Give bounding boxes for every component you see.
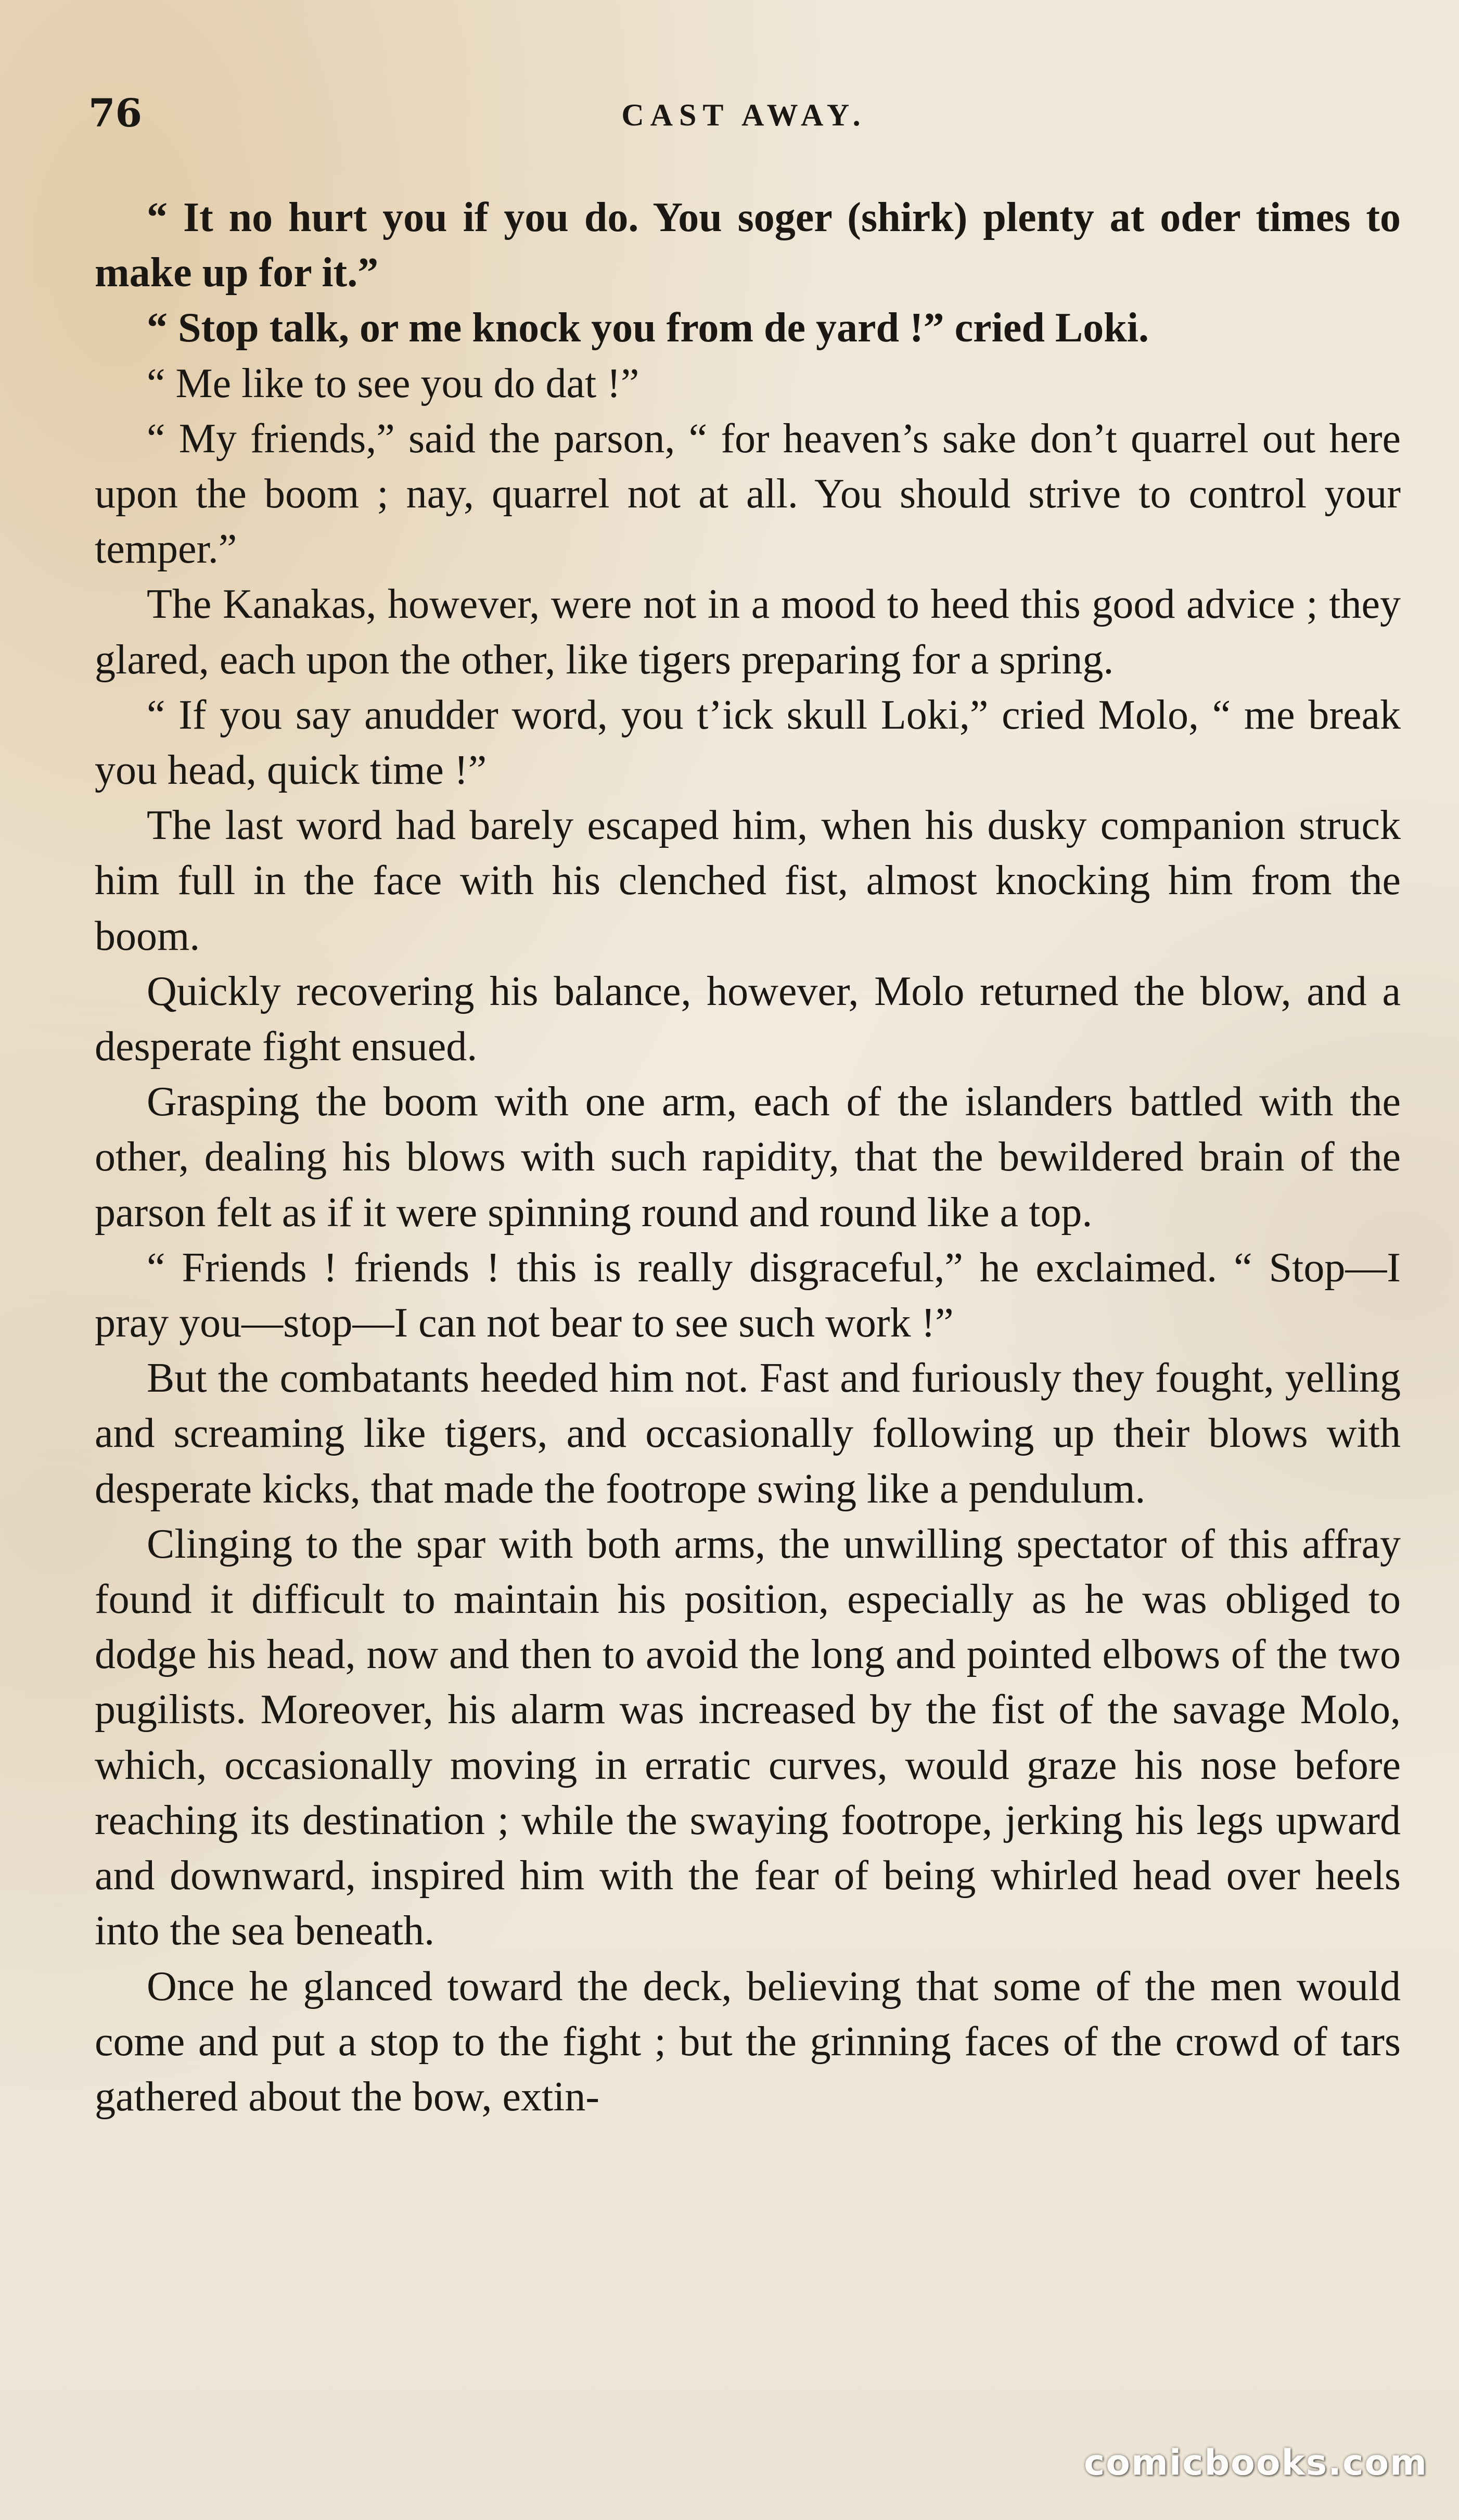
- paragraph: The Kanakas, however, were not in a mood to heed this good advice ; they glared, each upon the other, like tigers preparing for a spring.: [95, 581, 1401, 683]
- paragraph: But the combatants heeded him not. Fast and furiously they fought, yelling and screaming like tigers, and occasionally following up their blows with desperate kicks, that made the footrope swing like a pendulum.: [95, 1355, 1401, 1512]
- paragraph: “ It no hurt you if you do. You soger (shirk) plenty at oder times to make up for it.”: [95, 195, 1401, 296]
- paragraph: Grasping the boom with one arm, each of the islanders battled with the other, dealing his blows with such rapidity, that the bewildered brain of the parson felt as if it were spinning round and round like a top.: [95, 1079, 1401, 1236]
- paragraph: “ Friends ! friends ! this is really disgraceful,” he exclaimed. “ Stop—I pray you—stop—I can not bear to see such work !”: [95, 1244, 1401, 1346]
- running-title: CAST AWAY.: [621, 98, 867, 132]
- paragraph: “ Me like to see you do dat !”: [147, 360, 639, 406]
- paragraph: Quickly recovering his balance, however, Molo returned the blow, and a desperate fight ensued.: [95, 968, 1401, 1070]
- paragraph: “ Stop talk, or me knock you from de yard !” cried Loki.: [147, 305, 1149, 351]
- page-number: 76: [88, 91, 142, 136]
- paragraph: The last word had barely escaped him, when his dusky companion struck him full in the face with his clenched fist, almost knocking him from the boom.: [95, 803, 1401, 959]
- paragraph: Once he glanced toward the deck, believing that some of the men would come and put a stop to the fight ; but the grinning faces of the crowd of tars gathered about the bow, extin-: [95, 1963, 1401, 2120]
- watermark: comicbooks.com: [1083, 2442, 1428, 2484]
- paragraph: “ My friends,” said the parson, “ for heaven’s sake don’t quarrel out here upon the boom ; nay, quarrel not at all. You should strive to control your temper.”: [95, 415, 1401, 572]
- text-body: [95, 190, 1401, 2124]
- paragraph: Clinging to the spar with both arms, the unwilling spectator of this affray found it difficult to maintain his position, especially as he was obliged to dodge his head, now and then to avoid the long and pointed elbows of the two pugilists. Moreover, his alarm was increased by the fist of the savage Molo, which, occasionally moving in erratic curves, would graze his nose before reaching its destination ; while the swaying footrope, jerking his legs upward and downward, inspired him with the fear of being whirled head over heels into the sea beneath.: [95, 1521, 1401, 1954]
- paragraph: “ If you say anudder word, you t’ick skull Loki,” cried Molo, “ me break you head, quick time !”: [95, 692, 1401, 794]
- running-head: [88, 87, 1400, 150]
